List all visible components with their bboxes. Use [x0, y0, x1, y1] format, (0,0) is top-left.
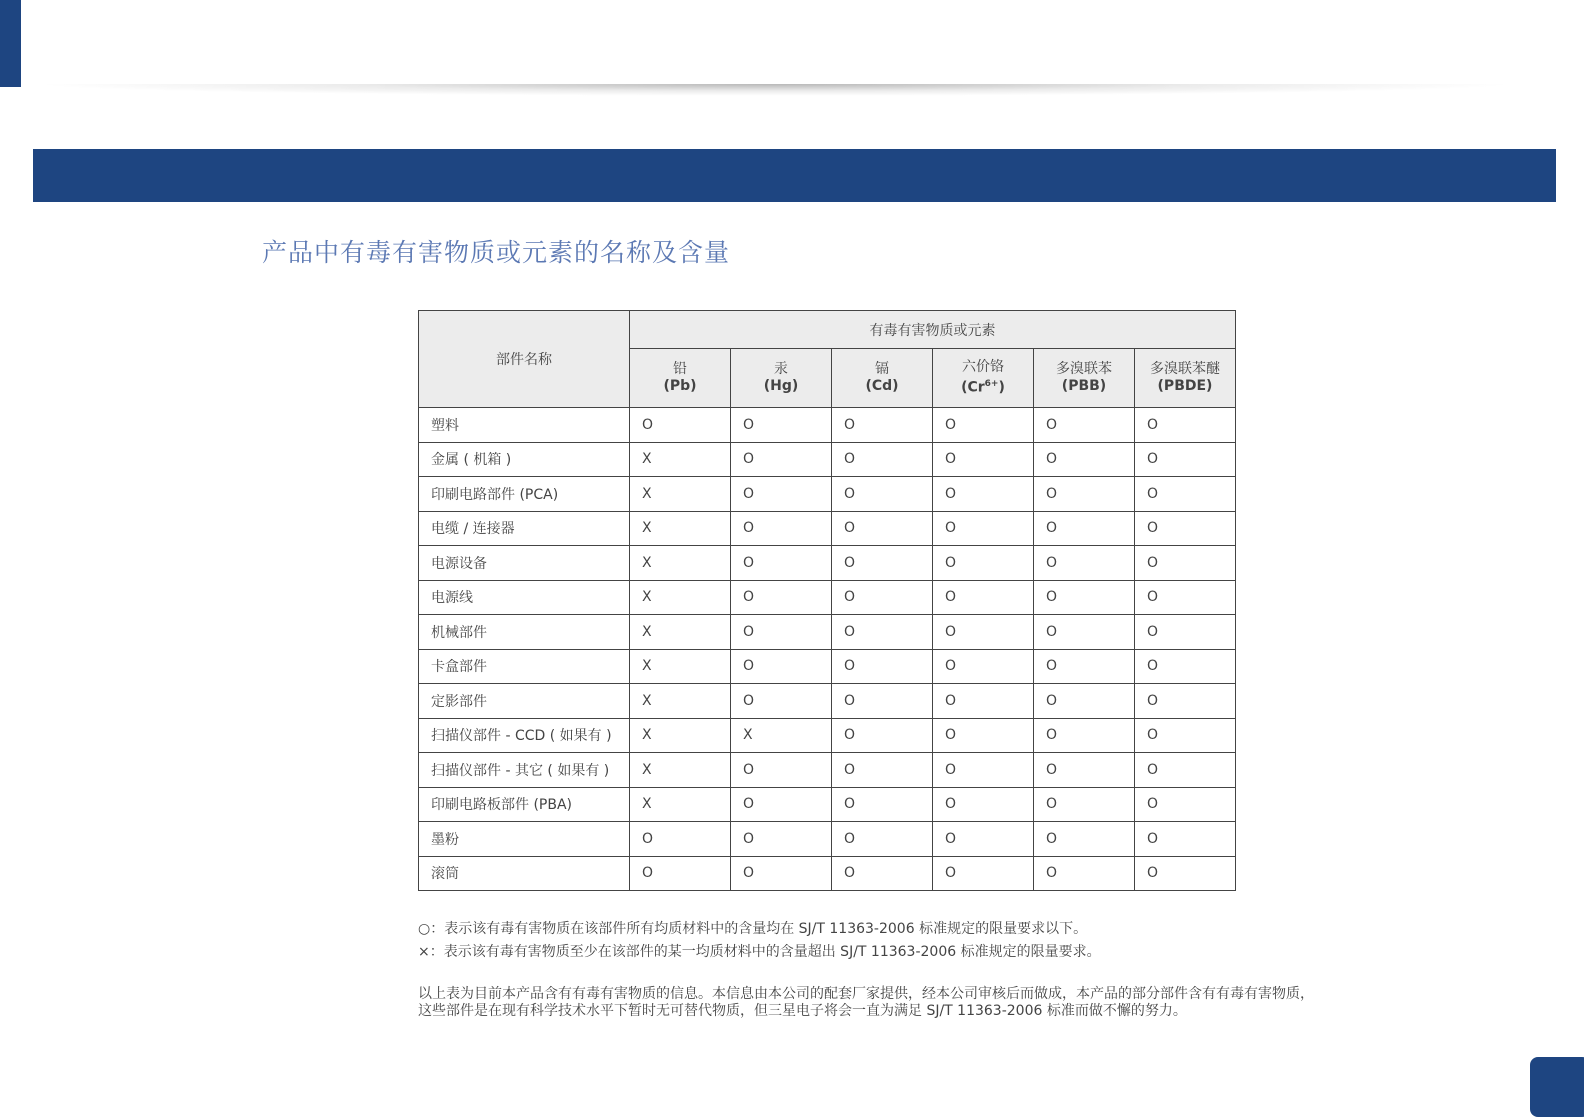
substance-value-cell: O: [933, 649, 1034, 684]
substance-value-cell: O: [933, 718, 1034, 753]
substance-value-cell: O: [832, 511, 933, 546]
element-header-pbde: 多溴联苯醚 (PBDE): [1135, 349, 1236, 408]
substance-value-cell: O: [832, 684, 933, 719]
substance-value-cell: O: [832, 408, 933, 443]
x-symbol-note: ×：表示该有毒有害物质至少在该部件的某一均质材料中的含量超出 SJ/T 11363-2006 标准规定的限量要求。: [418, 944, 1101, 960]
substance-value-cell: O: [1135, 684, 1236, 719]
substance-value-cell: O: [832, 753, 933, 788]
corner-tab: [0, 0, 21, 87]
table-row: [419, 684, 1236, 719]
substance-value-cell: X: [630, 649, 731, 684]
substance-value-cell: O: [1135, 856, 1236, 891]
table-row: [419, 442, 1236, 477]
part-name-cell: 印刷电路部件 (PCA): [419, 477, 630, 512]
part-name-header: 部件名称: [419, 311, 630, 408]
part-name-cell: 电源设备: [419, 546, 630, 581]
substance-value-cell: O: [731, 753, 832, 788]
substance-value-cell: O: [933, 442, 1034, 477]
part-name-cell: 卡盒部件: [419, 649, 630, 684]
substance-value-cell: O: [731, 615, 832, 650]
element-header-cd: 镉 (Cd): [832, 349, 933, 408]
substance-value-cell: O: [731, 477, 832, 512]
table-body: [419, 408, 1236, 891]
substance-value-cell: O: [1034, 856, 1135, 891]
substance-value-cell: O: [832, 718, 933, 753]
table-row: [419, 477, 1236, 512]
table-row: [419, 787, 1236, 822]
substance-value-cell: O: [731, 787, 832, 822]
table-row: [419, 718, 1236, 753]
substances-group-header: 有毒有害物质或元素: [630, 311, 1236, 349]
substance-value-cell: O: [933, 753, 1034, 788]
substance-value-cell: O: [1034, 649, 1135, 684]
page-number-tab: [1530, 1057, 1584, 1117]
element-header-pb: 铅 (Pb): [630, 349, 731, 408]
substance-value-cell: X: [630, 580, 731, 615]
substance-value-cell: X: [731, 718, 832, 753]
substance-value-cell: O: [1034, 753, 1135, 788]
substance-value-cell: O: [1135, 442, 1236, 477]
substance-value-cell: O: [832, 442, 933, 477]
part-name-cell: 墨粉: [419, 822, 630, 857]
substance-value-cell: O: [630, 856, 731, 891]
substance-value-cell: O: [1034, 684, 1135, 719]
substance-value-cell: X: [630, 684, 731, 719]
substance-value-cell: X: [630, 718, 731, 753]
substance-value-cell: O: [832, 787, 933, 822]
substance-value-cell: O: [1034, 615, 1135, 650]
part-name-cell: 塑料: [419, 408, 630, 443]
part-name-cell: 印刷电路板部件 (PBA): [419, 787, 630, 822]
substance-value-cell: O: [731, 546, 832, 581]
table-row: [419, 615, 1236, 650]
part-name-cell: 机械部件: [419, 615, 630, 650]
table-row: [419, 511, 1236, 546]
substance-value-cell: O: [1034, 580, 1135, 615]
header-shadow: [30, 84, 1520, 96]
part-name-cell: 扫描仪部件 - CCD ( 如果有 ): [419, 718, 630, 753]
substance-value-cell: O: [1034, 477, 1135, 512]
substance-value-cell: X: [630, 511, 731, 546]
element-header-pbb: 多溴联苯 (PBB): [1034, 349, 1135, 408]
table-row: [419, 546, 1236, 581]
substance-value-cell: X: [630, 477, 731, 512]
substance-value-cell: O: [731, 580, 832, 615]
substance-value-cell: O: [731, 408, 832, 443]
substance-value-cell: O: [731, 511, 832, 546]
title-band: [33, 149, 1556, 202]
substance-value-cell: O: [731, 442, 832, 477]
substance-value-cell: O: [731, 684, 832, 719]
substance-value-cell: O: [933, 546, 1034, 581]
part-name-cell: 扫描仪部件 - 其它 ( 如果有 ): [419, 753, 630, 788]
substance-value-cell: O: [1034, 787, 1135, 822]
disclaimer-statement: 以上表为目前本产品含有有毒有害物质的信息。本信息由本公司的配套厂家提供，经本公司审核后而做成，本产品的部分部件含有有毒有害物质，这些部件是在现有科学技术水平下暂时无可替代物质，但三星电子将会一直为满足 SJ/T 11363-2006 标准而做不懈的努力。: [418, 986, 1314, 1019]
page-title: 产品中有毒有害物质或元素的名称及含量: [262, 238, 731, 267]
substance-value-cell: O: [832, 580, 933, 615]
substance-value-cell: O: [832, 477, 933, 512]
table-row: [419, 822, 1236, 857]
substance-value-cell: O: [933, 408, 1034, 443]
table-row: [419, 649, 1236, 684]
substance-value-cell: O: [1034, 546, 1135, 581]
substance-value-cell: O: [731, 649, 832, 684]
substance-value-cell: X: [630, 753, 731, 788]
substance-value-cell: O: [1135, 615, 1236, 650]
part-name-cell: 电缆 / 连接器: [419, 511, 630, 546]
substance-value-cell: O: [933, 684, 1034, 719]
substance-value-cell: O: [630, 822, 731, 857]
substance-value-cell: O: [1034, 822, 1135, 857]
table-row: [419, 753, 1236, 788]
substance-value-cell: O: [933, 822, 1034, 857]
substance-value-cell: O: [1034, 408, 1135, 443]
substance-value-cell: O: [1135, 580, 1236, 615]
substance-value-cell: O: [933, 615, 1034, 650]
substance-value-cell: X: [630, 787, 731, 822]
substance-value-cell: O: [731, 856, 832, 891]
substance-value-cell: O: [933, 580, 1034, 615]
substance-value-cell: O: [1135, 718, 1236, 753]
substance-value-cell: O: [630, 408, 731, 443]
substance-value-cell: O: [1135, 546, 1236, 581]
substance-value-cell: O: [1135, 511, 1236, 546]
part-name-cell: 金属 ( 机箱 ): [419, 442, 630, 477]
table-row: [419, 856, 1236, 891]
substance-value-cell: O: [832, 856, 933, 891]
substance-value-cell: O: [1135, 822, 1236, 857]
hazardous-substances-table: [418, 310, 1236, 891]
substance-value-cell: O: [832, 546, 933, 581]
substance-value-cell: X: [630, 546, 731, 581]
substance-value-cell: O: [1135, 477, 1236, 512]
substance-value-cell: O: [1135, 649, 1236, 684]
table-row: [419, 408, 1236, 443]
part-name-cell: 电源线: [419, 580, 630, 615]
part-name-cell: 定影部件: [419, 684, 630, 719]
table-row: [419, 580, 1236, 615]
substance-value-cell: O: [933, 787, 1034, 822]
substance-value-cell: O: [933, 511, 1034, 546]
substance-value-cell: O: [1135, 408, 1236, 443]
substance-value-cell: O: [1135, 753, 1236, 788]
substance-value-cell: O: [1034, 718, 1135, 753]
substance-value-cell: O: [1034, 511, 1135, 546]
part-name-cell: 滚筒: [419, 856, 630, 891]
substance-value-cell: O: [1034, 442, 1135, 477]
substance-value-cell: O: [731, 822, 832, 857]
substance-value-cell: O: [832, 649, 933, 684]
substance-value-cell: O: [832, 822, 933, 857]
element-header-hg: 汞 (Hg): [731, 349, 832, 408]
element-header-cr6: 六价铬 $(Cr^{6+})$: [933, 349, 1034, 408]
substance-value-cell: O: [1135, 787, 1236, 822]
substance-value-cell: X: [630, 442, 731, 477]
substance-value-cell: X: [630, 615, 731, 650]
substance-value-cell: O: [933, 856, 1034, 891]
substance-value-cell: O: [933, 477, 1034, 512]
o-symbol-note: ○：表示该有毒有害物质在该部件所有均质材料中的含量均在 SJ/T 11363-2006 标准规定的限量要求以下。: [418, 921, 1088, 937]
substance-value-cell: O: [832, 615, 933, 650]
